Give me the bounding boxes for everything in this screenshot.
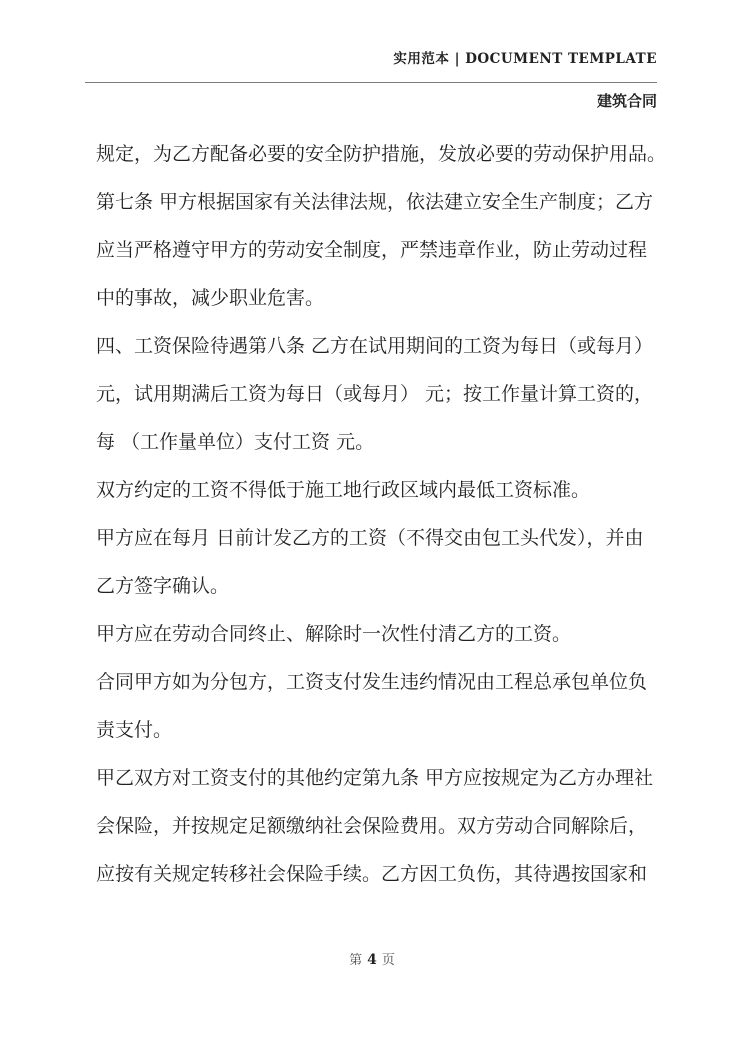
body-line: 每 （工作量单位）支付工资 元。 xyxy=(96,431,375,453)
body-line: 会保险，并按规定足额缴纳社会保险费用。双方劳动合同解除后， xyxy=(96,815,648,837)
header-divider xyxy=(85,82,657,83)
body-line: 甲乙双方对工资支付的其他约定第九条 甲方应按规定为乙方办理社 xyxy=(96,767,654,789)
body-line: 甲方应在每月 日前计发乙方的工资（不得交由包工头代发），并由 xyxy=(96,527,644,549)
body-line: 合同甲方如为分包方，工资支付发生违约情况由工程总承包单位负 xyxy=(96,671,648,693)
page-number: 4 xyxy=(367,952,377,968)
document-title: 建筑合同 xyxy=(596,92,657,110)
document-body xyxy=(96,130,667,898)
page-number-suffix: 页 xyxy=(381,953,395,968)
body-line: 应按有关规定转移社会保险手续。乙方因工负伤，其待遇按国家和 xyxy=(96,863,648,885)
body-line: 元，试用期满后工资为每日（或每月） 元；按工作量计算工资的， xyxy=(96,383,654,405)
body-line: 四、工资保险待遇第八条 乙方在试用期间的工资为每日（或每月） xyxy=(96,335,654,357)
page-header xyxy=(85,50,657,111)
body-line: 规定，为乙方配备必要的安全防护措施，发放必要的劳动保护用品。 xyxy=(96,143,667,165)
body-line: 中的事故，减少职业危害。 xyxy=(96,287,325,309)
body-line: 第七条 甲方根据国家有关法律法规，依法建立安全生产制度；乙方 xyxy=(96,191,654,213)
body-line: 双方约定的工资不得低于施工地行政区域内最低工资标准。 xyxy=(96,479,591,501)
header-brand: 实用范本 | DOCUMENT TEMPLATE xyxy=(393,51,657,67)
page-footer xyxy=(0,948,744,973)
page-number-prefix: 第 xyxy=(349,953,363,968)
body-line: 责支付。 xyxy=(96,719,173,741)
body-line: 乙方签字确认。 xyxy=(96,575,230,597)
body-line: 应当严格遵守甲方的劳动安全制度，严禁违章作业，防止劳动过程 xyxy=(96,239,648,261)
body-line: 甲方应在劳动合同终止、解除时一次性付清乙方的工资。 xyxy=(96,623,572,645)
